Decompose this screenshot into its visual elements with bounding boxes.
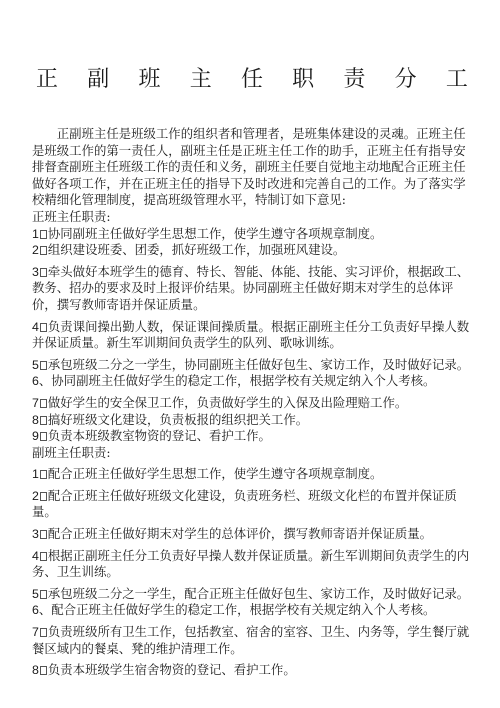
- checkbox-glyph: [40, 552, 47, 561]
- checkbox-glyph: [40, 268, 47, 277]
- list-item: 6、配合正班主任做好学生的稳定工作，根据学校有关规定纳入个人考核。: [32, 602, 436, 618]
- checkbox-glyph: [40, 432, 47, 441]
- checkbox-glyph: [40, 492, 47, 501]
- title-char: 班: [138, 67, 161, 92]
- title-char: 工: [445, 67, 468, 92]
- main-duties-heading: 正班主任职责:: [32, 208, 111, 224]
- title-char: 副: [87, 67, 110, 92]
- title-char: 责: [343, 67, 366, 92]
- checkbox-glyph: [40, 416, 47, 425]
- main-duties-list: [32, 226, 472, 445]
- checkbox-glyph: [40, 666, 47, 675]
- deputy-duties-heading: 副班主任职责:: [32, 444, 111, 460]
- list-item: 3 牵头做好本班学生的德育、特长、智能、体能、技能、实习评价，根据政工、教务、招办的要求及时上报评价结果。协同副班主任做好期末对学生的总体评价，撰写教师寄语并保证质量。: [32, 263, 470, 312]
- checkbox-glyph: [40, 361, 47, 370]
- deputy-duties-list: [32, 466, 472, 679]
- document-body: [32, 126, 472, 679]
- title-char: 正: [36, 67, 59, 92]
- list-item: 8 搞好班级文化建设，负责板报的组织把关工作。: [32, 411, 309, 427]
- list-item: 1 协同副班主任做好学生思想工作，使学生遵守各项规章制度。: [32, 225, 383, 241]
- list-item: 1 配合正班主任做好学生思想工作，使学生遵守各项规章制度。: [32, 466, 383, 482]
- checkbox-glyph: [40, 590, 47, 599]
- checkbox-glyph: [40, 399, 47, 408]
- document-title: [36, 66, 468, 94]
- list-item: 9 负责本班级教室物资的登记、看护工作。: [32, 428, 271, 444]
- list-item: 6、协同副班主任做好学生的稳定工作，根据学校有关规定纳入个人考核。: [32, 373, 436, 389]
- list-item: 2 配合正班主任做好班级文化建设，负责班务栏、班级文化栏的布置并保证质量。: [32, 487, 457, 520]
- title-char: 分: [394, 67, 417, 92]
- list-item: 2 组织建设班委、团委，抓好班级工作，加强班风建设。: [32, 242, 346, 258]
- list-item: 3 配合正班主任做好期末对学生的总体评价，撰写教师寄语并保证质量。: [32, 526, 433, 542]
- checkbox-glyph: [40, 230, 47, 239]
- checkbox-glyph: [40, 470, 47, 479]
- list-item: 5 承包班级二分之一学生，协同副班主任做好包生、家访工作，及时做好记录。: [32, 356, 470, 372]
- title-char: 职: [292, 67, 315, 92]
- title-char: 主: [189, 67, 212, 92]
- intro-paragraph: 正副班主任是班级工作的组织者和管理者，是班集体建设的灵魂。正班主任是班级工作的第一责任人，副班主任是正班主任工作的助手，正班主任有指导安排督查副班主任班级工作的责任和义务，副班主任要自觉地主动地配合正班主任做好各项工作，并在正班主任的指导下及时改进和完善自己的工作。为了落实学校精细化管理制度，提高班级管理水平，特制订如下意见:: [32, 126, 466, 208]
- checkbox-glyph: [40, 628, 47, 637]
- list-item: 4 负责课间操出勤人数，保证课间操质量。根据正副班主任分工负责好早操人数并保证质量。新生军训期间负责学生的队列、歌咏训练。: [32, 318, 470, 351]
- title-char: 任: [240, 67, 263, 92]
- list-item: 8 负责本班级学生宿舍物资的登记、看护工作。: [32, 662, 296, 678]
- list-item: 4 根据正副班主任分工负责好早操人数并保证质量。新生军训期间负责学生的内务、卫生训练。: [32, 547, 470, 580]
- checkbox-glyph: [40, 530, 47, 539]
- list-item: 5 承包班级二分之一学生，配合正班主任做好包生、家访工作，及时做好记录。: [32, 585, 470, 601]
- checkbox-glyph: [40, 246, 47, 255]
- list-item: 7 负责班级所有卫生工作，包括教室、宿舍的室容、卫生、内务等，学生餐厅就餐区域内的餐桌、凳的维护清理工作。: [32, 624, 470, 656]
- list-item: 7 做好学生的安全保卫工作，负责做好学生的入保及出险理赔工作。: [32, 394, 408, 410]
- checkbox-glyph: [40, 323, 47, 332]
